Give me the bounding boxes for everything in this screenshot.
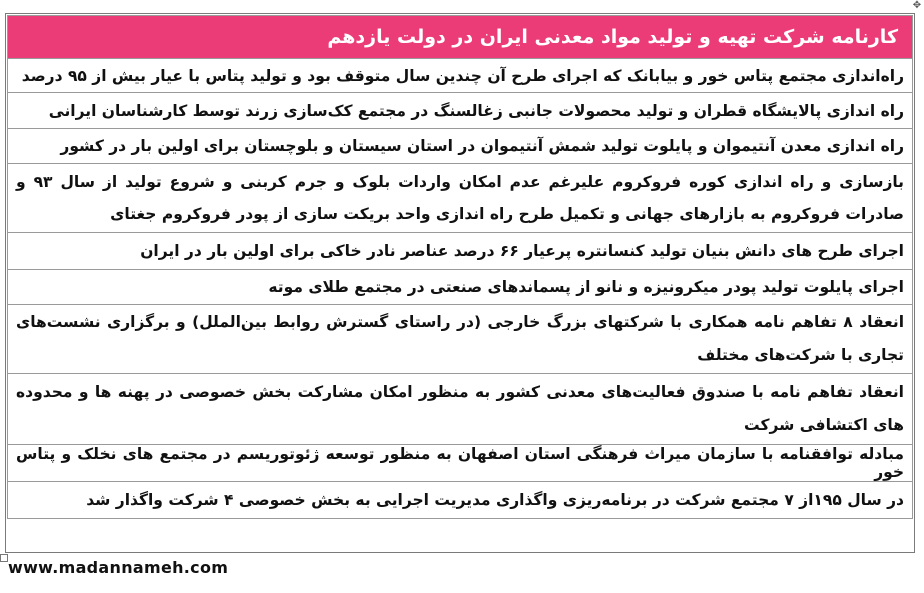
table-cell: راه اندازی پالایشگاه قطران و تولید محصولات جانبی زغالسنگ در مجتمع کک‌سازی زرند توسط کارشناسان ایرانی [8,93,913,129]
table-title: کارنامه شرکت تهیه و تولید مواد معدنی ایران در دولت یازدهم [8,16,913,59]
table-cell: راه‌اندازی مجتمع پتاس خور و بیابانک که اجرای طرح آن چندین سال متوقف بود و تولید پتاس با عیار بیش از ۹۵ درصد [8,59,913,93]
table-cell: مبادله توافقنامه با سازمان میراث فرهنگی استان اصفهان به منظور توسعه ژئوتوریسم در مجتمع های نخلک و پتاس خور [8,445,913,482]
table-cell: در سال ۱۹۵از ۷ مجتمع شرکت در برنامه‌ریزی واگذاری مدیریت اجرایی به بخش خصوصی ۴ شرکت واگذار شد [8,482,913,519]
table-cell: راه اندازی معدن آنتیموان و پایلوت تولید شمش آنتیموان در استان سیستان و بلوچستان برای اولین بار در کشور [8,129,913,164]
resize-handle-icon[interactable] [0,554,8,562]
table-row [8,305,913,374]
table-row [8,445,913,482]
table-row [8,270,913,305]
table-cell: انعقاد ۸ تفاهم نامه همکاری با شرکتهای بزرگ خارجی (در راستای گسترش روابط بین‌الملل) و برگزاری نشست‌های تجاری با شرکت‌های مختلف [8,305,913,374]
table-header-row [8,16,913,59]
table-row [8,164,913,233]
table-row [8,233,913,270]
table-cell: بازسازی و راه اندازی کوره فروکروم علیرغم عدم امکان واردات بلوک و جرم کربنی و شروع تولید از سال ۹۳ و صادرات فروکروم به بازارهای جهانی و تکمیل طرح راه اندازی واحد بریکت سازی از پودر فروکروم جغتای [8,164,913,233]
table-row [8,93,913,129]
table-cell: انعقاد تفاهم نامه با صندوق فعالیت‌های معدنی کشور به منظور امکان مشارکت بخش خصوصی در پهنه ها و محدوده های اکتشافی شرکت [8,374,913,445]
website-url: www.madannameh.com [8,558,229,577]
table-row [8,129,913,164]
table-cell: اجرای پایلوت تولید پودر میکرونیزه و نانو از پسماندهای صنعتی در مجتمع طلای موته [8,270,913,305]
table-row [8,374,913,445]
achievements-table [7,15,913,519]
table-row [8,482,913,519]
table-row [8,59,913,93]
table-cell: اجرای طرح های دانش بنیان تولید کنسانتره پرعیار ۶۶ درصد عناصر نادر خاکی برای اولین بار در ایران [8,233,913,270]
move-handle-icon[interactable]: ✥ [912,0,922,11]
